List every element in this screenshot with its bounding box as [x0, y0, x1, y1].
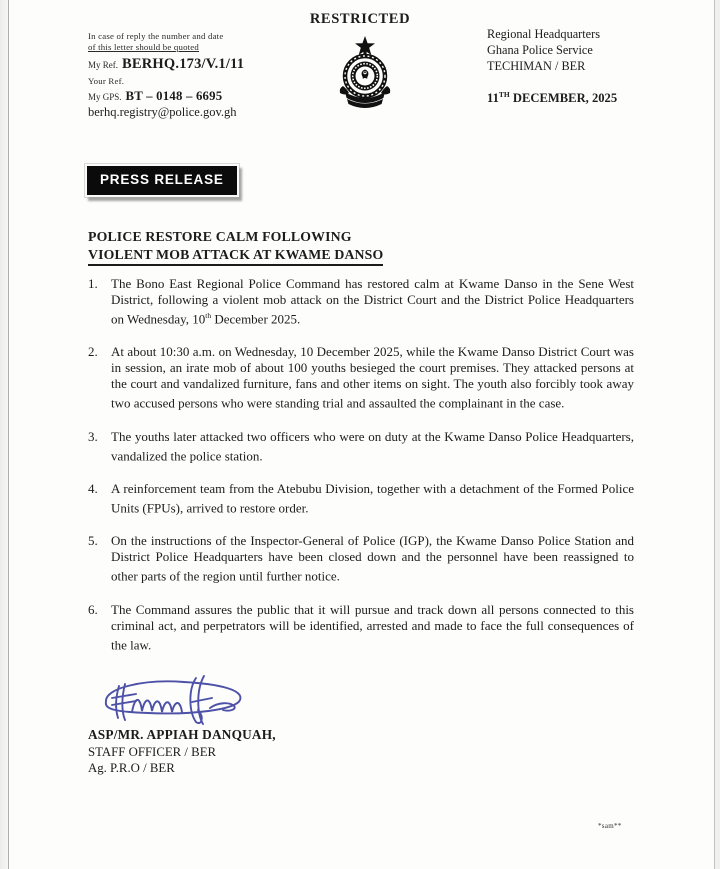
press-release-stamp	[85, 164, 239, 197]
paragraph-5: 5. On the instructions of the Inspector-General of Police (IGP), the Kwame Danso Police Station and District Police Headquarters have been closed down and the personnel have been reassigned to other parts of the region until further notice.	[88, 533, 634, 584]
signatory-name: ASP/MR. APPIAH DANQUAH,	[88, 727, 276, 742]
my-ref-value: BERHQ.173/V.1/11	[122, 56, 245, 72]
scan-edge-right	[714, 0, 720, 869]
registry-email: berhq.registry@police.gov.gh	[88, 105, 237, 119]
gps-value: BT – 0148 – 6695	[125, 89, 223, 103]
reference-block	[88, 31, 244, 120]
paragraph-3: 3. The youths later attacked two officers who were on duty at the Kwame Danso Police Headquarters, vandalized the police station.	[88, 428, 634, 463]
title-line-2: VIOLENT MOB ATTACK AT KWAME DANSO	[88, 246, 383, 267]
address-block	[487, 26, 617, 106]
letter-date: 11TH DECEMBER, 2025	[487, 90, 618, 106]
body-paragraphs	[88, 276, 634, 670]
address-line-3: TECHIMAN / BER	[487, 59, 586, 73]
gps-label: My GPS.	[88, 92, 122, 102]
paragraph-4: 4. A reinforcement team from the Atebubu Division, together with a detachment of the Formed Police Units (FPUs), arrived to restore order.	[88, 480, 634, 516]
reply-note-line2: of this letter should be quoted	[88, 42, 200, 52]
reply-note-line1: In case of reply the number and date	[88, 31, 224, 41]
paragraph-1: 1. The Bono East Regional Police Command has restored calm at Kwame Danso in the Sene West District, following a violent mob attack on the District Court and the District Police Headquarters on Wednesday, 10th December 2025.	[88, 276, 634, 327]
gps-line	[88, 89, 244, 104]
press-release-label: PRESS RELEASE	[100, 172, 224, 187]
classification-marking: RESTRICTED	[309, 11, 411, 27]
signatory-title-2: Ag. P.R.O / BER	[88, 761, 175, 775]
footer-mark: *sam**	[598, 822, 622, 830]
my-ref-label: My Ref.	[88, 60, 118, 70]
title-line-1: POLICE RESTORE CALM FOLLOWING	[88, 229, 352, 244]
signatory-block	[88, 727, 276, 777]
address-line-1: Regional Headquarters	[487, 27, 601, 41]
paragraph-6: 6. The Command assures the public that it will pursue and track down all persons connected to this criminal act, and perpetrators will be identified, arrested and made to face the full consequences of the law.	[88, 601, 634, 652]
ghana-police-crest-icon	[333, 34, 397, 114]
my-ref-line	[88, 55, 244, 74]
scan-edge-left	[0, 0, 9, 869]
address-line-2: Ghana Police Service	[487, 43, 593, 57]
paragraph-2: 2. At about 10:30 a.m. on Wednesday, 10 December 2025, while the Kwame Danso District Court was in session, an irate mob of about 100 youths besieged the court premises. They attacked persons at the court and vandalized furniture, fans and other items on sight. The youth also forcibly took away two accused persons who were standing trial and assaulted the complainant in the case.	[88, 344, 634, 411]
signatory-title-1: STAFF OFFICER / BER	[88, 744, 217, 759]
document-title	[88, 228, 383, 266]
your-ref-label: Your Ref.	[88, 76, 125, 86]
signature-ink-icon	[92, 672, 250, 726]
